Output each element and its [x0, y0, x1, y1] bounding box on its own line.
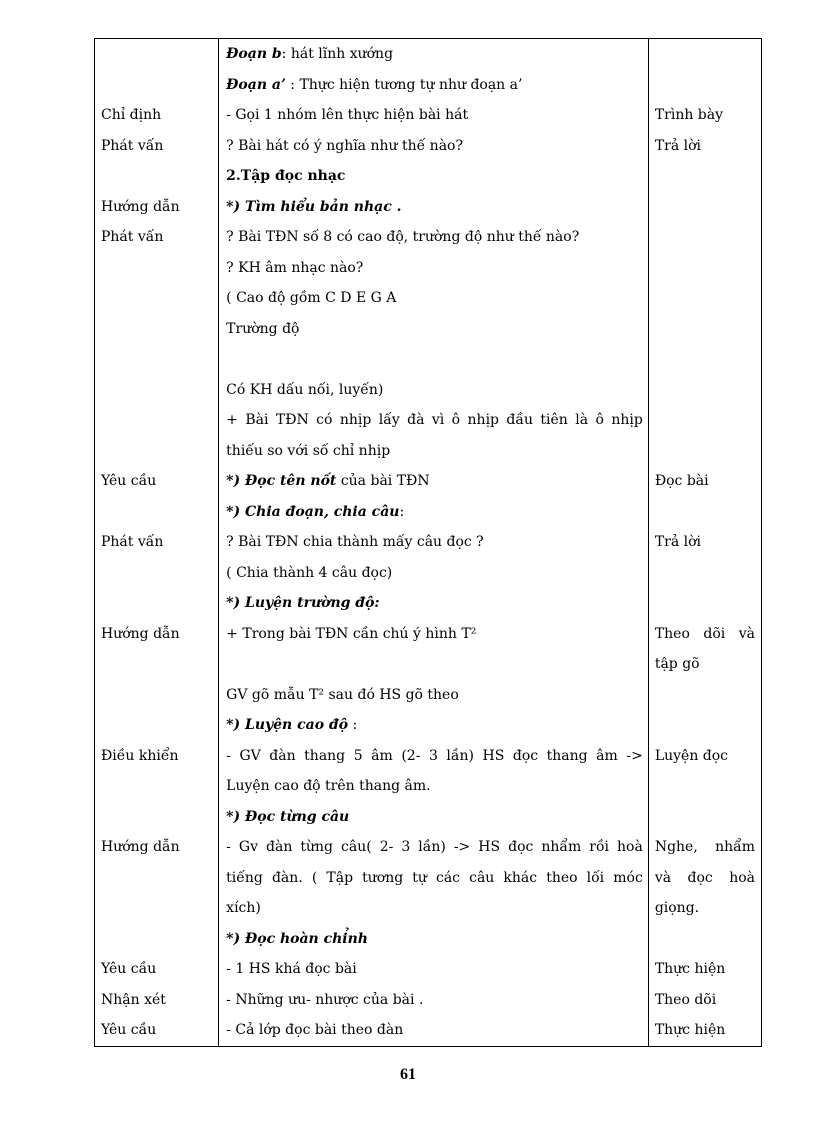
student-activity-line: Nghe, nhẩm [654, 839, 755, 855]
content-line: *) Tìm hiểu bản nhạc . [226, 198, 402, 215]
emphasis-label: *) Đọc tên nốt [226, 473, 337, 489]
student-activity-line: Luyện đọc [654, 747, 729, 764]
teacher-activity-line [95, 283, 218, 314]
teacher-activity-line: Hướng dẫn [101, 198, 180, 215]
teacher-activity-line [95, 161, 218, 192]
student-activity-line [649, 70, 761, 101]
teacher-activity-line [95, 314, 218, 345]
content-line: thiếu so với số chỉ nhịp [226, 442, 391, 459]
content-line: ? Bài hát có ý nghĩa như thế nào? [226, 137, 463, 154]
content-line [219, 344, 648, 375]
content-text: : [348, 717, 358, 733]
teacher-activity-line: Điều khiển [101, 747, 179, 764]
teacher-activity-line: Hướng dẫn [101, 625, 180, 642]
student-activity-line [649, 558, 761, 589]
content-line: - Những ưu- nhược của bài . [226, 991, 424, 1008]
teacher-activity-line: Yêu cầu [101, 473, 157, 489]
student-activity-line: tập gõ [654, 656, 700, 672]
content-line: - Gv đàn từng câu( 2- 3 lần) -> HS đọc nhẩm rồi hoà [226, 839, 643, 855]
student-activity-line: Trình bày [654, 107, 724, 123]
content-line: Có KH dấu nối, luyến) [226, 381, 384, 398]
student-activity-line: và đọc hoà [654, 869, 755, 886]
teacher-activity-line [95, 405, 218, 436]
content-line: xích) [226, 900, 261, 916]
student-activity-line [649, 588, 761, 619]
student-activity-column [648, 39, 761, 1047]
student-activity-line [649, 436, 761, 467]
student-activity-line [649, 222, 761, 253]
student-activity-line [649, 253, 761, 284]
content-line: ( Chia thành 4 câu đọc) [226, 564, 393, 581]
teacher-activity-line [95, 802, 218, 833]
teacher-activity-line [95, 924, 218, 955]
teacher-activity-line: Phát vấn [101, 534, 164, 550]
emphasis-label: *) Chia đoạn, chia câu [226, 503, 400, 520]
content-line: Luyện cao độ trên thang âm. [226, 778, 431, 794]
content-line: - 1 HS khá đọc bài [226, 961, 357, 977]
student-activity-line [649, 375, 761, 406]
teacher-activity-line [95, 893, 218, 924]
student-activity-line: Thực hiện [654, 1022, 726, 1038]
emphasis-label: *) Luyện cao độ [226, 717, 349, 733]
student-activity-line [649, 192, 761, 223]
student-activity-line [649, 344, 761, 375]
student-activity-line [649, 283, 761, 314]
teacher-activity-line [95, 710, 218, 741]
teacher-activity-line: Phát vấn [101, 229, 164, 245]
teacher-activity-line: Hướng dẫn [101, 839, 180, 855]
content-line [219, 466, 648, 497]
teacher-activity-line [95, 649, 218, 680]
student-activity-line: Theo dõi và [654, 625, 755, 642]
content-line [219, 39, 648, 70]
content-line: *) Luyện trường độ: [226, 595, 380, 611]
content-line: - Cả lớp đọc bài theo đàn [226, 1022, 404, 1038]
content-text: : [399, 503, 405, 520]
content-line [219, 70, 648, 101]
content-line: Trường độ [226, 320, 300, 337]
content-line: ? Bài TĐN số 8 có cao độ, trường độ như thế nào? [226, 229, 580, 245]
student-activity-line [649, 680, 761, 711]
student-activity-line: Đọc bài [654, 473, 709, 489]
student-activity-line: giọng. [654, 900, 700, 916]
teacher-activity-line [95, 344, 218, 375]
teacher-activity-line [95, 253, 218, 284]
teacher-activity-line [95, 558, 218, 589]
teacher-activity-column [95, 39, 219, 1047]
table-row [95, 39, 762, 1047]
teacher-activity-line [95, 771, 218, 802]
teacher-activity-line [95, 375, 218, 406]
content-text: : Thực hiện tương tự như đoạn a’ [285, 76, 523, 93]
content-text: : hát lĩnh xướng [281, 46, 394, 62]
content-line: ? KH âm nhạc nào? [226, 259, 364, 276]
student-activity-line [649, 802, 761, 833]
content-line: *) Đọc từng câu [226, 808, 350, 825]
student-activity-line [649, 710, 761, 741]
student-activity-line [649, 405, 761, 436]
content-line: - Gọi 1 nhóm lên thực hiện bài hát [226, 107, 469, 123]
student-activity-line: Thực hiện [654, 961, 726, 977]
teacher-activity-line [95, 588, 218, 619]
student-activity-line [649, 314, 761, 345]
student-activity-line: Trả lời [654, 137, 702, 154]
page-number: 61 [400, 1066, 416, 1083]
content-text: của bài TĐN [336, 473, 430, 489]
student-activity-line: Theo dõi [654, 991, 717, 1008]
teacher-activity-line [95, 680, 218, 711]
content-line [219, 649, 648, 680]
emphasis-label: Đoạn a’ [226, 76, 286, 93]
teacher-activity-line [95, 497, 218, 528]
teacher-activity-line [95, 863, 218, 894]
content-line: + Trong bài TĐN cần chú ý hình T² [226, 625, 477, 642]
teacher-activity-line [95, 70, 218, 101]
lesson-plan-table [94, 38, 762, 1047]
teacher-activity-line: Yêu cầu [101, 961, 157, 977]
content-line: + Bài TĐN có nhịp lấy đà vì ô nhịp đầu tiên là ô nhịp [226, 412, 643, 428]
teacher-activity-line: Phát vấn [101, 137, 164, 154]
student-activity-line [649, 39, 761, 70]
teacher-activity-line [95, 39, 218, 70]
content-line: - GV đàn thang 5 âm (2- 3 lần) HS đọc thang âm -> [226, 747, 643, 764]
teacher-activity-line: Nhận xét [101, 991, 166, 1008]
student-activity-line [649, 924, 761, 955]
content-line [219, 710, 648, 741]
teacher-activity-line: Chỉ định [101, 107, 162, 123]
content-line: ? Bài TĐN chia thành mấy câu đọc ? [226, 534, 484, 550]
student-activity-line [649, 771, 761, 802]
content-line: 2.Tập đọc nhạc [226, 168, 346, 184]
emphasis-label: Đoạn b [226, 46, 282, 62]
content-line: ( Cao độ gồm C D E G A [226, 290, 397, 306]
student-activity-line [649, 497, 761, 528]
teacher-activity-line [95, 436, 218, 467]
content-line: *) Đọc hoàn chỉnh [226, 930, 368, 947]
teacher-activity-line: Yêu cầu [101, 1022, 157, 1038]
content-line [219, 497, 648, 528]
content-column [219, 39, 649, 1047]
content-line: GV gõ mẫu T² sau đó HS gõ theo [226, 686, 459, 703]
student-activity-line [649, 161, 761, 192]
student-activity-line: Trả lời [654, 534, 702, 550]
content-line: tiếng đàn. ( Tập tương tự các câu khác theo lối móc [226, 869, 643, 886]
